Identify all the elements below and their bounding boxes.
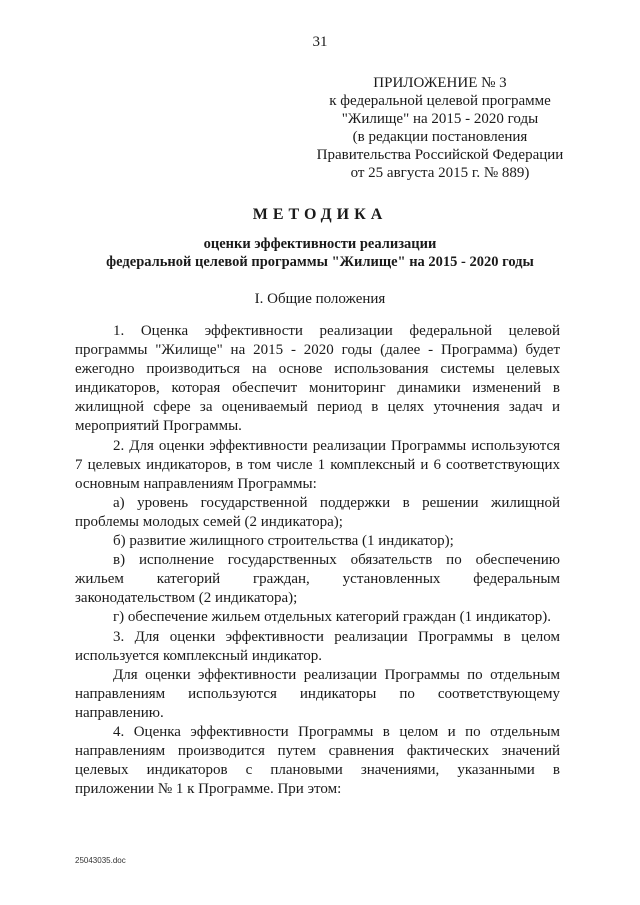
paragraph-line: индикаторов, которая обеспечит мониторинг динамики изменений в bbox=[75, 380, 560, 397]
paragraph-line: проблемы молодых семей (2 индикатора); bbox=[75, 513, 343, 530]
paragraph bbox=[75, 723, 560, 799]
paragraph-line: программы "Жилище" на 2015 - 2020 годы (далее - Программа) будет bbox=[75, 342, 560, 359]
page-number: 31 bbox=[312, 34, 328, 50]
subtitle-line: оценки эффективности реализации bbox=[203, 236, 437, 252]
paragraph-line: в) исполнение государственных обязательств по обеспечению bbox=[113, 552, 560, 569]
appendix-line: (в редакции постановления bbox=[352, 129, 528, 145]
footer-filename: 25043035.doc bbox=[75, 856, 126, 865]
document-subtitle bbox=[0, 235, 640, 271]
appendix-line: от 25 августа 2015 г. № 889) bbox=[350, 165, 530, 181]
subtitle-line: федеральной целевой программы "Жилище" на 2015 - 2020 годы bbox=[106, 254, 534, 270]
paragraph bbox=[75, 608, 560, 627]
paragraph-line: 4. Оценка эффективности Программы в целом и по отдельным bbox=[113, 723, 560, 740]
paragraph bbox=[75, 551, 560, 608]
paragraph-line: приложении № 1 к Программе. При этом: bbox=[75, 781, 342, 798]
paragraph-line: г) обеспечение жильем отдельных категорий граждан (1 индикатор). bbox=[113, 609, 552, 626]
paragraph-line: 3. Для оценки эффективности реализации Программы в целом bbox=[113, 628, 560, 645]
appendix-line: Правительства Российской Федерации bbox=[316, 147, 564, 163]
paragraph-line: основным направлениям Программы: bbox=[75, 475, 317, 492]
paragraph-line: направлениям используются индикаторы по соответствующему bbox=[75, 685, 560, 702]
paragraph-line: законодательством (2 индикатора); bbox=[75, 590, 298, 607]
paragraph-line: направлению. bbox=[75, 704, 164, 721]
appendix-line: "Жилище" на 2015 - 2020 годы bbox=[341, 111, 539, 127]
paragraph-line: 7 целевых индикаторов, в том числе 1 комплексный и 6 соответствующих bbox=[75, 456, 560, 473]
paragraph-line: 1. Оценка эффективности реализации федеральной целевой bbox=[113, 323, 560, 339]
paragraph-line: используется комплексный индикатор. bbox=[75, 647, 322, 664]
paragraph-line: мероприятий Программы. bbox=[75, 418, 242, 435]
paragraph-line: Для оценки эффективности реализации Программы по отдельным bbox=[113, 666, 560, 683]
paragraph bbox=[75, 666, 560, 723]
appendix-line: ПРИЛОЖЕНИЕ № 3 bbox=[373, 75, 507, 91]
paragraph-line: 2. Для оценки эффективности реализации Программы используются bbox=[113, 437, 560, 454]
paragraph-line: жильем категорий граждан, установленных федеральным bbox=[75, 571, 560, 588]
body-text bbox=[75, 322, 560, 799]
paragraph bbox=[75, 494, 560, 532]
appendix-line: к федеральной целевой программе bbox=[329, 93, 551, 109]
paragraph bbox=[75, 322, 560, 437]
appendix-header bbox=[300, 74, 580, 182]
paragraph-line: ежегодно производиться на основе использования системы целевых bbox=[75, 361, 560, 378]
paragraph bbox=[75, 437, 560, 494]
paragraph bbox=[75, 628, 560, 666]
paragraph bbox=[75, 532, 560, 551]
document-title: МЕТОДИКА bbox=[252, 206, 388, 223]
paragraph-line: направлениям производится путем сравнения фактических значений bbox=[75, 743, 560, 760]
paragraph-line: б) развитие жилищного строительства (1 индикатор); bbox=[113, 533, 454, 550]
paragraph-line: жилищной сфере за оцениваемый период в целях уточнения задач и bbox=[75, 399, 560, 416]
section-heading: I. Общие положения bbox=[254, 291, 386, 307]
paragraph-line: целевых индикаторов с плановыми значениями, указанными в bbox=[75, 762, 560, 779]
paragraph-line: а) уровень государственной поддержки в решении жилищной bbox=[113, 494, 560, 511]
